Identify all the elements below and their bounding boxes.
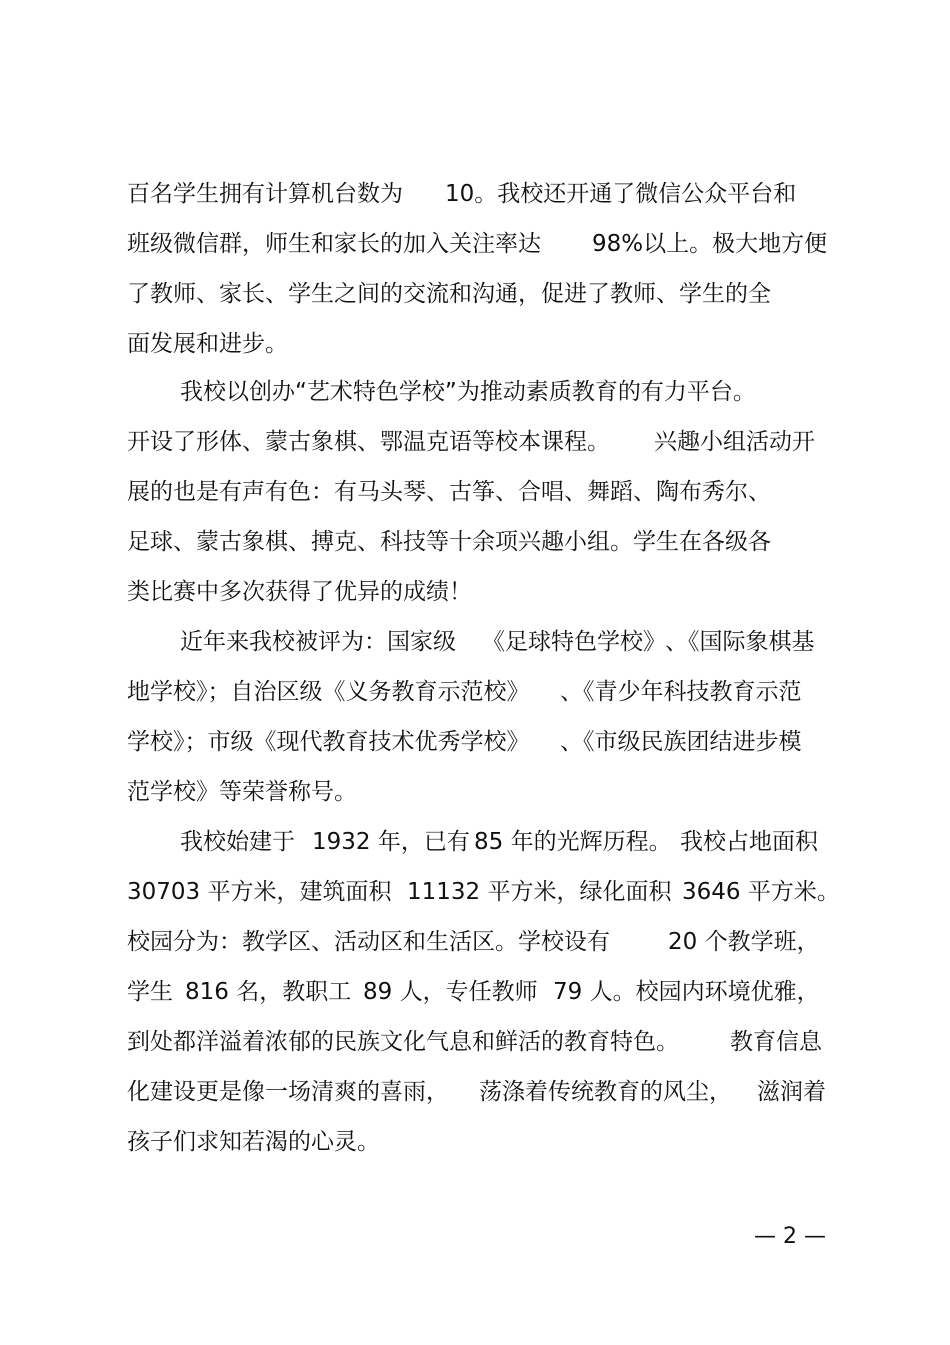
text-segment: 20 个教学班， bbox=[668, 929, 820, 955]
text-segment: 地学校》；自治区级《义务教育示范校》 bbox=[127, 679, 530, 705]
page-number: — 2 — bbox=[754, 1224, 826, 1249]
text-segment: 学校》；市级《现代教育技术优秀学校》 bbox=[127, 729, 530, 755]
text-segment: 1932 年，已有 bbox=[312, 829, 470, 855]
text-segment: 我校始建于 bbox=[180, 829, 295, 855]
text-segment: 98%以上。极大地方便 bbox=[592, 231, 828, 257]
text-segment: 兴趣小组活动开 bbox=[654, 429, 815, 455]
text-segment: 学生 bbox=[127, 979, 173, 1005]
text-segment: 到处都洋溢着浓郁的民族文化气息和鲜活的教育特色。 bbox=[127, 1029, 679, 1055]
text-segment: 、《市级民族团结进步模 bbox=[560, 729, 802, 755]
text-segment: 足球、蒙古象棋、搏克、科技等十余项兴趣小组。学生在各级各 bbox=[127, 529, 771, 555]
text-segment: 百名学生拥有计算机台数为 bbox=[127, 181, 403, 207]
text-segment: 开设了形体、蒙古象棋、鄂温克语等校本课程。 bbox=[127, 429, 610, 455]
text-segment: 范学校》等荣誉称号。 bbox=[127, 779, 357, 805]
text-segment: 、《国际象棋基 bbox=[665, 629, 815, 655]
text-segment: 816 名，教职工 bbox=[185, 979, 352, 1005]
text-segment: 展的也是有声有色：有马头琴、古筝、合唱、舞蹈、陶布秀尔、 bbox=[127, 479, 771, 505]
text-segment: 滋润着 bbox=[757, 1079, 826, 1105]
text-segment: 我校占地面积 bbox=[680, 829, 818, 855]
text-segment: 荡涤着传统教育的风尘， bbox=[479, 1079, 732, 1105]
text-segment: 班级微信群，师生和家长的加入关注率达 bbox=[127, 231, 541, 257]
text-segment: 79 人。校园内环境优雅， bbox=[553, 979, 820, 1005]
text-segment: 了教师、家长、学生之间的交流和沟通，促进了教师、学生的全 bbox=[127, 281, 771, 307]
text-segment: 教育信息 bbox=[730, 1029, 822, 1055]
text-segment: 89 人，专任教师 bbox=[363, 979, 538, 1005]
text-segment: 类比赛中多次获得了优异的成绩！ bbox=[127, 579, 472, 605]
text-segment: 85 年的光辉历程。 bbox=[474, 829, 672, 855]
text-segment: 近年来我校被评为：国家级 bbox=[180, 629, 456, 655]
text-segment: 校园分为：教学区、活动区和生活区。学校设有 bbox=[127, 929, 610, 955]
text-segment: 、《青少年科技教育示范 bbox=[560, 679, 802, 705]
text-segment: 面发展和进步。 bbox=[127, 331, 288, 357]
text-segment: 我校以创办“艺术特色学校”为推动素质教育的有力平台。 bbox=[180, 379, 756, 405]
text-segment: 《足球特色学校》 bbox=[482, 629, 666, 655]
text-segment: 11132 平方米，绿化面积 bbox=[407, 879, 672, 905]
text-segment: 3646 平方米。 bbox=[682, 879, 840, 905]
text-segment: 孩子们求知若渴的心灵。 bbox=[127, 1129, 380, 1155]
text-segment: 化建设更是像一场清爽的喜雨， bbox=[127, 1079, 449, 1105]
text-segment: 30703 平方米，建筑面积 bbox=[127, 879, 392, 905]
text-segment: 10。我校还开通了微信公众平台和 bbox=[445, 181, 797, 207]
